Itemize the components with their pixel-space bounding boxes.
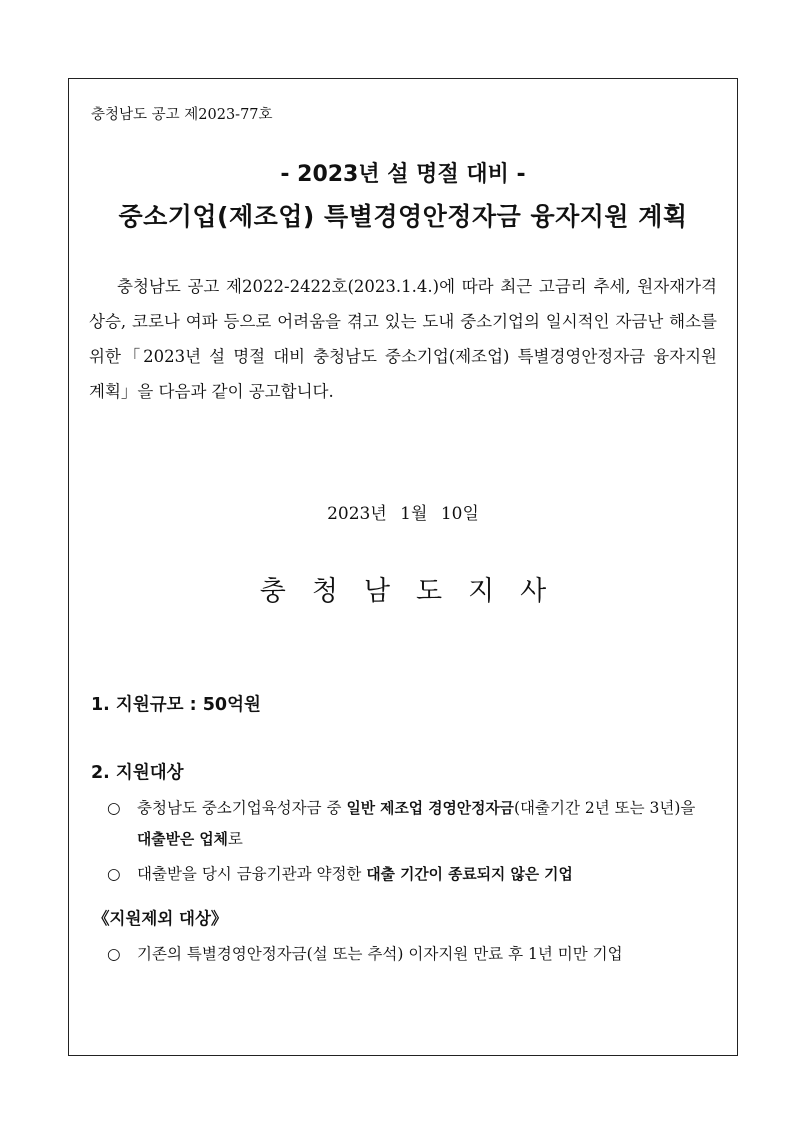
issuer-name: 충청남도지사 <box>259 576 573 607</box>
exclusion-item-1 <box>107 939 713 969</box>
target-item-1 <box>107 793 713 855</box>
bullet-text <box>107 793 713 855</box>
text-segment: 기존의 특별경영안정자금(설 또는 추석) 이자지원 만료 후 1년 미만 기업 <box>137 945 623 963</box>
text-segment: (대출기간 2년 또는 3년)을 <box>513 799 696 817</box>
text-segment: 대출받을 당시 금융기관과 약정한 <box>137 865 367 883</box>
circle-bullet-icon: ○ <box>107 865 121 883</box>
bullet-text <box>107 939 713 969</box>
bullet-text <box>107 859 713 890</box>
circle-bullet-icon: ○ <box>107 799 121 817</box>
circle-bullet-icon: ○ <box>107 945 121 963</box>
bold-text-segment: 대출받은 업체 <box>137 831 228 848</box>
subtitle: - 2023년 설 명절 대비 - <box>280 162 526 187</box>
bold-text-segment: 일반 제조업 경영안정자금 <box>346 800 514 817</box>
section-support-target-heading: 2. 지원대상 <box>91 763 184 783</box>
target-item-2 <box>107 859 713 890</box>
page-title: 중소기업(제조업) 특별경영안정자금 융자지원 계획 <box>118 202 688 231</box>
notice-date: 2023년 1월 10일 <box>327 504 479 524</box>
section-support-scale: 1. 지원규모 : 50억원 <box>91 695 261 715</box>
text-segment: 충청남도 중소기업육성자금 중 <box>137 799 347 817</box>
text-segment: 로 <box>227 830 243 848</box>
exclusion-heading: 《지원제외 대상》 <box>93 909 228 928</box>
notice-number: 충청남도 공고 제2023-77호 <box>91 107 273 123</box>
intro-paragraph: 충청남도 공고 제2022-2422호(2023.1.4.)에 따라 최근 고금리 추세, 원자재가격 상승, 코로나 여파 등으로 어려움을 겪고 있는 도내 중소기업의 일시적인 자금난 해소를 위한「2023년 설 명절 대비 충청남도 중소기업(제조업) 특별경영안정자금 융자지원 계획」을 다음과 같이 공고합니다. <box>89 277 717 401</box>
bold-text-segment: 대출 기간이 종료되지 않은 기업 <box>366 866 573 883</box>
notice-frame <box>68 78 738 1056</box>
